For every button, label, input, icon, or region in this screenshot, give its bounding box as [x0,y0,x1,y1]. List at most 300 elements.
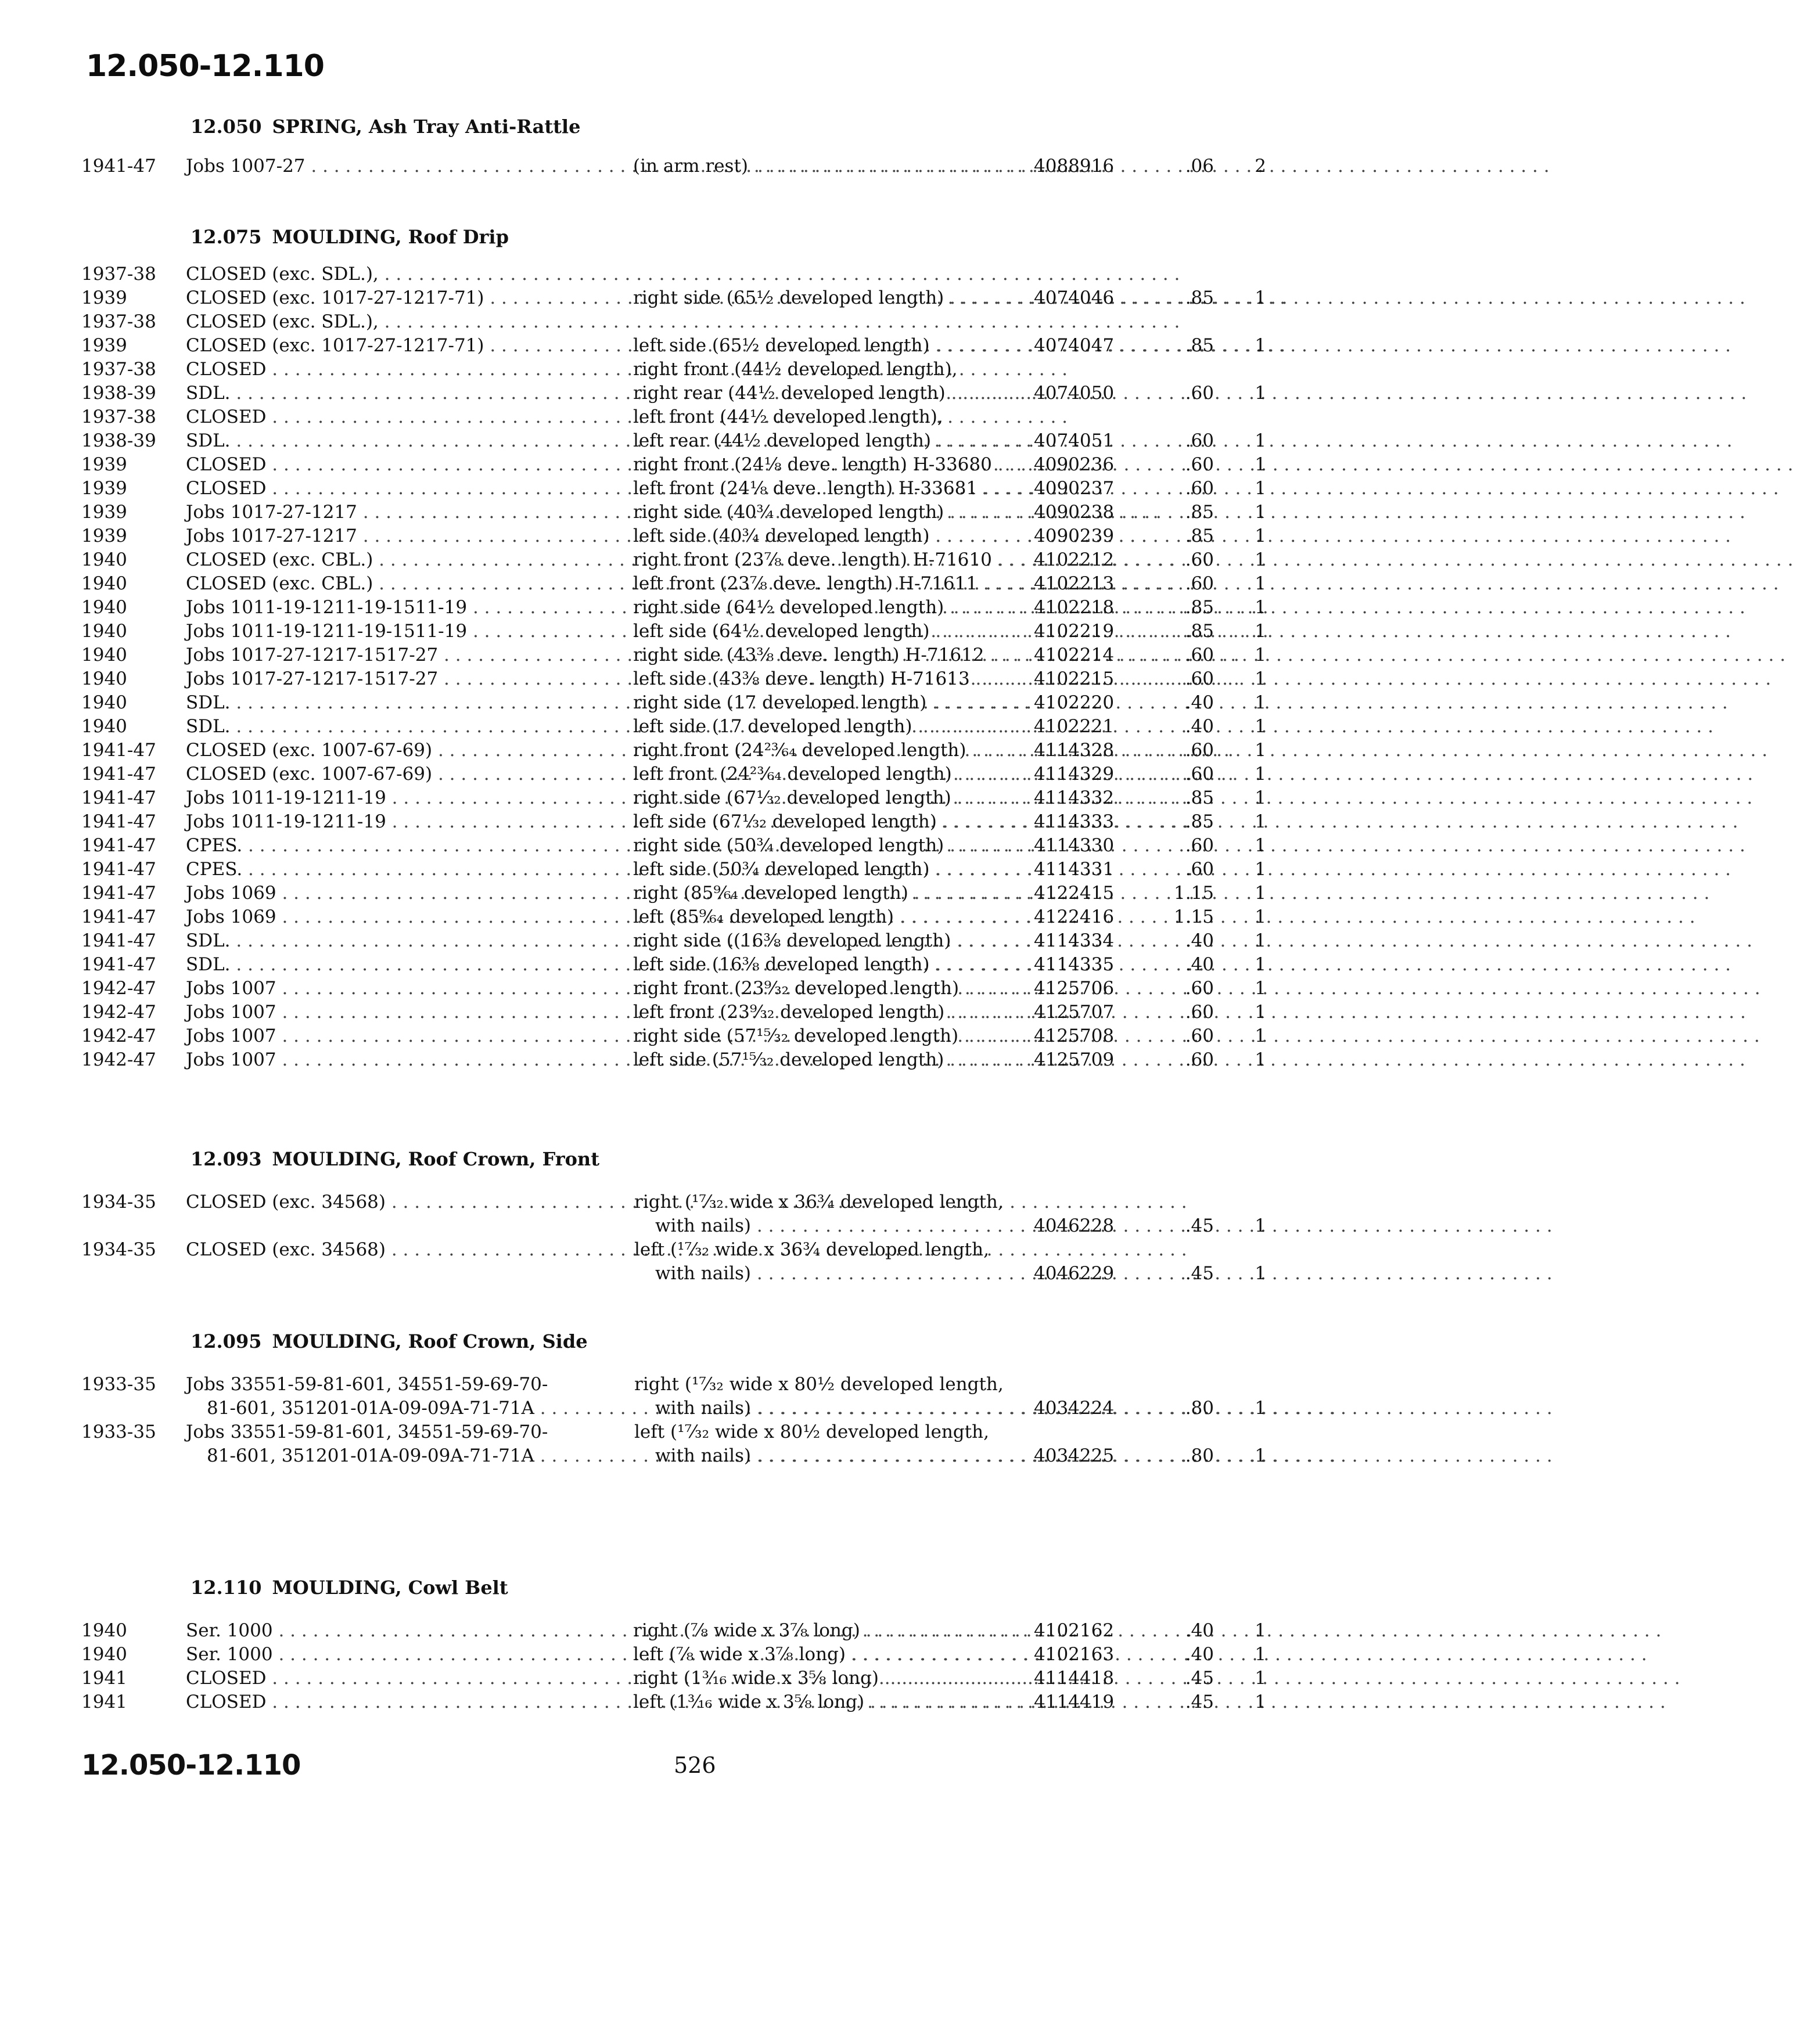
part-number-cell: 4102219 [1034,621,1115,642]
price-cell: .60 [1185,1002,1214,1023]
part-number-cell: 4046229 [1034,1263,1115,1284]
part-number-cell: 4090236 [1034,454,1115,475]
part-number-cell: 4090237 [1034,478,1115,499]
years-cell: 1940 [81,597,127,618]
price-cell: .60 [1185,454,1214,475]
years-cell: 1940 [81,716,127,737]
description-cell: left side (17 developed length) . . . [633,715,958,739]
application-cell: CLOSED . . . [186,477,645,501]
section-title [81,1576,1301,1619]
part-number-cell: 4114335 [1034,954,1115,975]
application-cell: Jobs 1007 . . . [186,1048,645,1072]
years-cell: 1939 [81,478,127,499]
years-cell: 1941-47 [81,835,156,856]
quantity-cell: 1 [1255,383,1266,404]
price-cell: .45 [1185,1215,1214,1236]
price-cell: .85 [1185,621,1214,642]
application-cell: CLOSED (exc. CBL.) . . . [186,548,645,572]
part-number-cell: 4046228 [1034,1215,1115,1236]
section-number: 12.075 [191,226,262,248]
years-cell: 1940 [81,573,127,594]
price-cell: .40 [1185,930,1214,951]
section-name: MOULDING, Cowl Belt [272,1577,508,1599]
table-row [81,334,1301,358]
table-row [81,977,1301,1001]
application-cell: Jobs 1011-19-1211-19-1511-19 . . . [186,620,645,643]
application-cell: CLOSED (exc. 34568) . . . [186,1238,645,1262]
price-cell: .60 [1185,645,1214,665]
years-cell: 1941-47 [81,787,156,808]
section-number: 12.095 [191,1330,262,1352]
section-12-050 [81,115,1301,178]
years-cell: 1940 [81,645,127,665]
table-row [81,786,1301,810]
application-cell: SDL. . . . [186,691,645,715]
quantity-cell: 1 [1255,454,1266,475]
table-row [81,715,1301,739]
part-number-cell: 4114419 [1034,1692,1115,1712]
table-row [81,596,1301,620]
page-header-code-range: 12.050-12.110 [86,49,324,84]
years-cell: 1941 [81,1692,127,1712]
part-number-cell: 4125706 [1034,978,1115,999]
table-row [81,858,1301,881]
quantity-cell: 1 [1255,930,1266,951]
part-number-cell: 4125708 [1034,1025,1115,1046]
price-cell: .60 [1185,835,1214,856]
price-cell: .40 [1185,954,1214,975]
price-cell: .85 [1185,502,1214,523]
application-cell: Jobs 1011-19-1211-19 . . . [186,786,645,810]
application-cell: SDL. . . . [186,382,645,405]
description-cell: left side (65½ developed length) . . . [633,334,958,358]
description-cell: left side (57¹⁵⁄₃₂ developed length) . . . [633,1048,958,1072]
price-cell: .60 [1185,383,1214,404]
price-cell: .45 [1185,1263,1214,1284]
quantity-cell: 1 [1255,1263,1266,1284]
description-cell [634,1373,1004,1420]
quantity-cell: 1 [1255,859,1266,880]
years-cell: 1940 [81,668,127,689]
table-row [81,1619,1301,1643]
years-cell: 1941-47 [81,740,156,761]
application-cell: CLOSED . . . [186,405,645,429]
description-cell: right front (24²³⁄₆₄ developed length) . . . [633,739,958,762]
price-cell: .60 [1185,573,1214,594]
section-title [81,225,1301,262]
description-cell [634,1420,989,1468]
table-row [81,1667,1301,1690]
table-row [81,405,1301,429]
application-cell: Jobs 1011-19-1211-19-1511-19 . . . [186,596,645,620]
years-cell: 1938-39 [81,430,156,451]
description-cell: right (85⁹⁄₆₄ developed length) . . . [633,881,958,905]
part-number-cell: 4102163 [1034,1644,1115,1665]
description-cell: right side ((16⅜ developed length) . . . [633,929,958,953]
description-cell: left front (23⁹⁄₃₂ developed length) . . . [633,1001,958,1024]
application-cell: CLOSED . . . [186,453,645,477]
section-rows [81,1190,1301,1286]
description-cell: right side (57¹⁵⁄₃₂ developed length) . . . [633,1024,958,1048]
price-cell: .60 [1185,478,1214,499]
part-number-cell: 4114333 [1034,811,1115,832]
section-12-075 [81,225,1301,1072]
table-row [81,524,1301,548]
years-cell: 1939 [81,502,127,523]
application-cell: Ser. 1000 . . . [186,1643,645,1667]
table-row [81,1190,1301,1238]
part-number-cell: 4034225 [1034,1445,1115,1466]
part-number-cell: 4090238 [1034,502,1115,523]
application-cell: CPES. . . . [186,858,645,881]
description-cell: left (⅞ wide x 3⅞ long) . . . [633,1643,958,1667]
quantity-cell: 1 [1255,621,1266,642]
table-row [81,643,1301,667]
table-row [81,1373,1301,1420]
price-cell: .60 [1185,978,1214,999]
table-row [81,1420,1301,1468]
description-cell: left rear (44½ developed length) . . . [633,429,958,453]
price-cell: .85 [1185,526,1214,546]
application-cell: Jobs 1007 . . . [186,1024,645,1048]
application-cell: CPES. . . . [186,834,645,858]
years-cell: 1940 [81,621,127,642]
price-cell: .60 [1185,668,1214,689]
part-number-cell: 4122416 [1034,906,1115,927]
table-row [81,1238,1301,1286]
price-cell: .60 [1185,740,1214,761]
years-cell: 1937-38 [81,406,156,427]
description-cell: left side (16⅜ developed length) . . . [633,953,958,977]
years-cell: 1941-47 [81,930,156,951]
price-cell: .60 [1185,1025,1214,1046]
section-12-095 [81,1330,1301,1468]
description-line-2: with nails) . . . [634,1444,960,1468]
table-row [81,691,1301,715]
quantity-cell: 1 [1255,335,1266,356]
section-title [81,1330,1301,1373]
application-cell: Jobs 1017-27-1217 . . . [186,524,645,548]
years-cell: 1940 [81,1644,127,1665]
table-row [81,762,1301,786]
quantity-cell: 1 [1255,811,1266,832]
quantity-cell: 1 [1255,978,1266,999]
description-line-1: left (¹⁷⁄₃₂ wide x 36¾ developed length, [634,1239,989,1260]
description-cell: left front (24²³⁄₆₄ developed length) . . . [633,762,958,786]
quantity-cell: 1 [1255,502,1266,523]
quantity-cell: 1 [1255,645,1266,665]
table-row [81,810,1301,834]
application-cell: Jobs 1017-27-1217-1517-27 . . . [186,643,645,667]
description-cell: right side (50¾ developed length) . . . [633,834,958,858]
part-number-cell: 4102212 [1034,549,1115,570]
table-row [81,453,1301,477]
part-number-cell: 4088916 [1034,156,1115,177]
section-name: MOULDING, Roof Drip [272,226,509,248]
price-cell: .40 [1185,1620,1214,1641]
years-cell: 1939 [81,335,127,356]
section-rows [81,262,1301,1072]
years-cell: 1941-47 [81,764,156,785]
description-cell: left side (64½ developed length) . . . [633,620,958,643]
section-name: MOULDING, Roof Crown, Front [272,1148,599,1170]
part-number-cell: 4102218 [1034,597,1115,618]
quantity-cell: 1 [1255,1002,1266,1023]
quantity-cell: 1 [1255,1025,1266,1046]
description-cell: right front (23⁹⁄₃₂ developed length) . . . [633,977,958,1001]
quantity-cell: 1 [1255,1620,1266,1641]
quantity-cell: 1 [1255,287,1266,308]
table-row [81,1001,1301,1024]
part-number-cell: 4102162 [1034,1620,1115,1641]
application-cell: CLOSED (exc. SDL.), . . . [186,310,645,334]
table-row [81,1048,1301,1072]
table-row [81,667,1301,691]
description-line-1: right (¹⁷⁄₃₂ wide x 80½ developed length, [634,1374,1004,1395]
years-cell: 1934-35 [81,1192,156,1212]
section-number: 12.110 [191,1577,262,1599]
quantity-cell: 1 [1255,430,1266,451]
application-cell: SDL. . . . [186,929,645,953]
description-line-2: with nails) . . . [634,1262,960,1286]
table-row [81,1643,1301,1667]
price-cell: 1.15 [1173,906,1214,927]
application-cell: Jobs 1011-19-1211-19 . . . [186,810,645,834]
application-line-1: Jobs 33551-59-81-601, 34551-59-69-70- [186,1374,548,1395]
part-number-cell: 4114328 [1034,740,1115,761]
years-cell: 1942-47 [81,978,156,999]
application-cell: CLOSED (exc. 34568) . . . [186,1190,645,1214]
table-row [81,1024,1301,1048]
quantity-cell: 1 [1255,716,1266,737]
quantity-cell: 1 [1255,1049,1266,1070]
years-cell: 1941-47 [81,859,156,880]
part-number-cell: 4074051 [1034,430,1115,451]
quantity-cell: 1 [1255,549,1266,570]
part-number-cell: 4102214 [1034,645,1115,665]
application-cell: CLOSED (exc. 1017-27-1217-71) . . . [186,334,645,358]
price-cell: .45 [1185,1692,1214,1712]
part-number-cell: 4114331 [1034,859,1115,880]
years-cell: 1939 [81,454,127,475]
application-cell: SDL. . . . [186,953,645,977]
years-cell: 1941-47 [81,883,156,904]
application-cell: Jobs 1017-27-1217 . . . [186,501,645,524]
price-cell: .40 [1185,692,1214,713]
quantity-cell: 1 [1255,740,1266,761]
years-cell: 1941-47 [81,906,156,927]
part-number-cell: 4034224 [1034,1398,1115,1419]
table-row [81,929,1301,953]
quantity-cell: 1 [1255,954,1266,975]
table-row [81,501,1301,524]
application-cell: SDL. . . . [186,429,645,453]
description-cell: left front (24⅛ deve. length) H-33681 . . . [633,477,958,501]
application-cell: Jobs 1007 . . . [186,1001,645,1024]
application-line-1: Jobs 33551-59-81-601, 34551-59-69-70- [186,1422,548,1442]
quantity-cell: 1 [1255,526,1266,546]
application-cell: SDL. . . . [186,715,645,739]
quantity-cell: 1 [1255,478,1266,499]
section-12-093 [81,1147,1301,1286]
years-cell: 1940 [81,692,127,713]
part-number-cell: 4074046 [1034,287,1115,308]
description-cell [634,1190,1004,1238]
description-cell: right rear (44½ developed length) . . . [633,382,958,405]
application-cell: CLOSED . . . [186,358,645,382]
part-number-cell: 4102221 [1034,716,1115,737]
years-cell: 1941-47 [81,811,156,832]
quantity-cell: 1 [1255,1692,1266,1712]
years-cell: 1940 [81,1620,127,1641]
quantity-cell: 1 [1255,906,1266,927]
description-cell [634,1238,989,1286]
table-row [81,1690,1301,1714]
quantity-cell: 1 [1255,1398,1266,1419]
price-cell: .60 [1185,1049,1214,1070]
years-cell: 1941-47 [81,954,156,975]
quantity-cell: 1 [1255,1668,1266,1689]
description-cell: right side (43⅜ deve. length) H-71612 . . . [633,643,958,667]
section-rows [81,1373,1301,1468]
application-cell: Jobs 1069 . . . [186,881,645,905]
years-cell: 1933-35 [81,1374,156,1395]
part-number-cell: 4114334 [1034,930,1115,951]
description-cell: left side (67¹⁄₃₂ developed length) . . . [633,810,958,834]
quantity-cell: 1 [1255,883,1266,904]
price-cell: .80 [1185,1398,1214,1419]
price-cell: .06 [1185,156,1214,177]
years-cell: 1941 [81,1668,127,1689]
application-cell: Jobs 1007-27 . . . [186,154,645,178]
description-line-2: with nails) . . . [634,1214,960,1238]
table-row [81,620,1301,643]
years-cell: 1941-47 [81,156,156,177]
part-number-cell: 4114329 [1034,764,1115,785]
price-cell: .60 [1185,430,1214,451]
part-number-cell: 4125709 [1034,1049,1115,1070]
quantity-cell: 1 [1255,787,1266,808]
quantity-cell: 1 [1255,764,1266,785]
description-cell: right front (23⅞ deve. length) H-71610 . . . [633,548,958,572]
section-rows [81,1619,1301,1714]
price-cell: .40 [1185,716,1214,737]
years-cell: 1939 [81,287,127,308]
application-cell: Jobs 1007 . . . [186,977,645,1001]
description-cell: left front (44½ developed length), [633,406,943,427]
years-cell: 1940 [81,549,127,570]
description-cell: right side (67¹⁄₃₂ developed length) . . . [633,786,958,810]
table-row [81,739,1301,762]
description-cell: right front (44½ developed length), [633,359,958,380]
table-row [81,154,1301,178]
section-number: 12.050 [191,116,262,138]
years-cell: 1938-39 [81,383,156,404]
years-cell: 1942-47 [81,1049,156,1070]
section-name: MOULDING, Roof Crown, Side [272,1330,588,1352]
section-number: 12.093 [191,1148,262,1170]
application-cell: CLOSED (exc. 1017-27-1217-71) . . . [186,286,645,310]
part-number-cell: 4122415 [1034,883,1115,904]
section-12-110 [81,1576,1301,1714]
years-cell: 1939 [81,526,127,546]
application-cell: Jobs 1017-27-1217-1517-27 . . . [186,667,645,691]
years-cell: 1933-35 [81,1422,156,1442]
part-number-cell: 4102213 [1034,573,1115,594]
quantity-cell: 1 [1255,597,1266,618]
price-cell: .85 [1185,597,1214,618]
quantity-cell: 1 [1255,1215,1266,1236]
application-cell: Ser. 1000 . . . [186,1619,645,1643]
part-number-cell: 4114332 [1034,787,1115,808]
description-cell: (in arm rest) . . . [633,154,958,178]
price-cell: .60 [1185,859,1214,880]
application-cell: Jobs 1069 . . . [186,905,645,929]
table-row [81,310,1301,334]
table-row [81,429,1301,453]
table-row [81,881,1301,905]
part-number-cell: 4074050 [1034,383,1115,404]
section-name: SPRING, Ash Tray Anti-Rattle [272,116,581,138]
years-cell: 1937-38 [81,264,156,285]
table-row [81,286,1301,310]
description-cell: left side (40¾ developed length) . . . [633,524,958,548]
part-number-cell: 4114418 [1034,1668,1115,1689]
table-row [81,382,1301,405]
table-row [81,548,1301,572]
price-cell: .80 [1185,1445,1214,1466]
years-cell: 1937-38 [81,311,156,332]
section-title [81,115,1301,158]
application-cell [186,1420,645,1468]
description-cell: right side (17 developed length) . . . [633,691,958,715]
description-cell: left (85⁹⁄₆₄ developed length) . . . [633,905,958,929]
price-cell: 1.15 [1173,883,1214,904]
description-cell: right side (64½ developed length) . . . [633,596,958,620]
part-number-cell: 4102220 [1034,692,1115,713]
quantity-cell: 2 [1255,156,1266,177]
price-cell: .85 [1185,335,1214,356]
description-line-1: left (¹⁷⁄₃₂ wide x 80½ developed length, [634,1422,989,1442]
application-cell: CLOSED (exc. 1007-67-69) . . . [186,739,645,762]
price-cell: .40 [1185,1644,1214,1665]
description-cell: left side (43⅜ deve. length) H-71613 . . . [633,667,958,691]
part-number-cell: 4114330 [1034,835,1115,856]
page-number: 526 [674,1752,716,1778]
years-cell: 1934-35 [81,1239,156,1260]
part-number-cell: 4125707 [1034,1002,1115,1023]
quantity-cell: 1 [1255,835,1266,856]
description-cell: right front (24⅛ deve. length) H-33680 . . . [633,453,958,477]
application-cell: CLOSED (exc. 1007-67-69) . . . [186,762,645,786]
quantity-cell: 1 [1255,668,1266,689]
price-cell: .45 [1185,1668,1214,1689]
application-cell: CLOSED (exc. CBL.) . . . [186,572,645,596]
years-cell: 1937-38 [81,359,156,380]
table-row [81,905,1301,929]
table-row [81,262,1301,286]
table-row [81,358,1301,382]
table-row [81,572,1301,596]
years-cell: 1942-47 [81,1002,156,1023]
application-line-2: 81-601, 351201-01A-09-09A-71-71A . . . [186,1397,645,1420]
application-cell: CLOSED (exc. SDL.), . . . [186,262,645,286]
application-cell: CLOSED . . . [186,1690,645,1714]
page-footer-code-range: 12.050-12.110 [81,1749,301,1782]
price-cell: .85 [1185,287,1214,308]
quantity-cell: 1 [1255,1644,1266,1665]
application-line-2: 81-601, 351201-01A-09-09A-71-71A . . . [186,1444,645,1468]
